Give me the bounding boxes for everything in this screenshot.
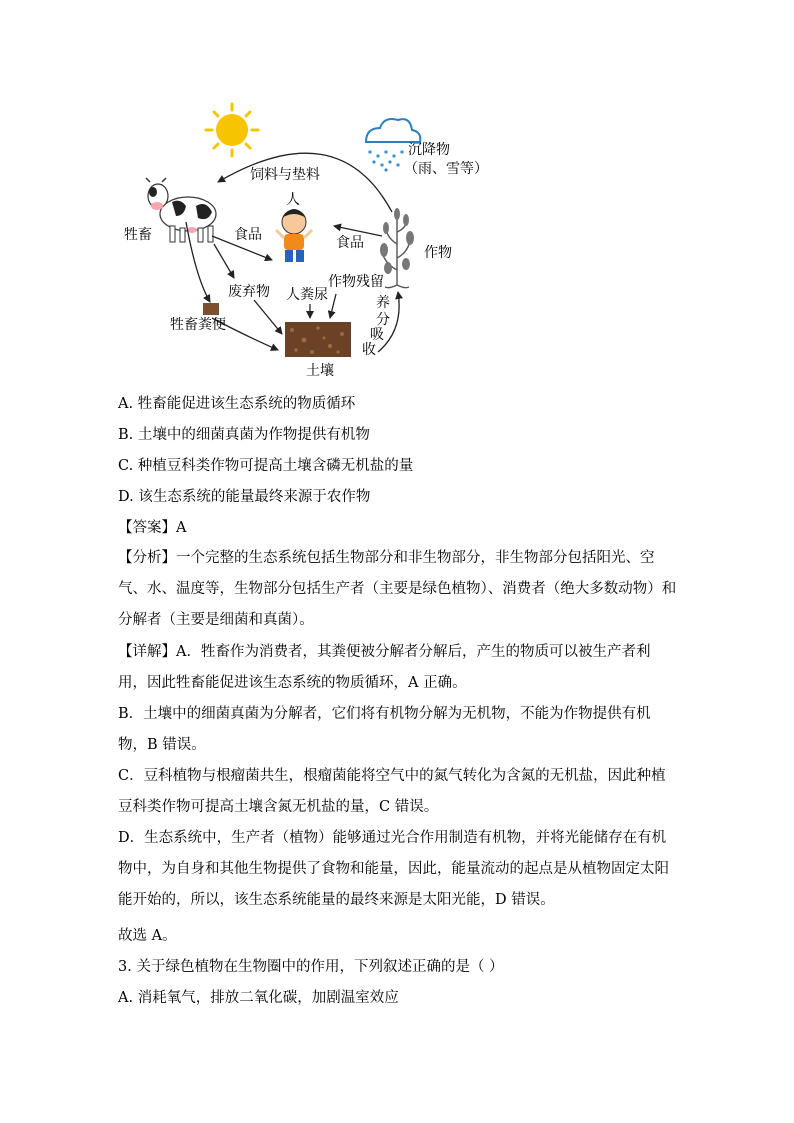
sun-icon (206, 104, 258, 156)
analysis: 【分析】一个完整的生态系统包括生物部分和非生物部分，非生物部分包括阳光、空气、水、温度等，生物部分包括生产者（主要是绿色植物）、消费者（绝大多数动物）和分解者（主要是细菌和真菌）。 (118, 550, 677, 628)
cow-icon (146, 178, 216, 242)
detail-d: D．生态系统中，生产者（植物）能够通过光合作用制造有机物，并将光能储存在有机物中，为自身和其他生物提供了食物和能量，因此，能量流动的起点是从植物固定太阳能开始的，所以，该生态系统能量的最终来源是太阳光能，D 错误。 (118, 830, 669, 908)
detail-b: B．土壤中的细菌真菌为分解者，它们将有机物分解为无机物，不能为作物提供有机物，B 错误。 (118, 706, 651, 753)
label-crop-residue: 作物残留 (328, 274, 384, 290)
label-human: 人 (286, 192, 300, 208)
label-food-right: 食品 (336, 235, 364, 251)
option-a: A. 牲畜能促进该生态系统的物质循环 (118, 396, 356, 412)
label-human-feces: 人粪尿 (286, 287, 328, 303)
label-soil: 土壤 (306, 363, 334, 379)
crop-plant-icon (380, 208, 414, 288)
ecosystem-diagram (0, 0, 794, 390)
label-crop: 作物 (424, 245, 452, 261)
detail-a: 【详解】A．牲畜作为消费者，其粪便被分解者分解后，产生的物质可以被生产者利用，因此牲畜能促进该生态系统的物质循环，A 正确。 (118, 644, 651, 691)
label-livestock: 牲畜 (124, 227, 152, 243)
label-waste: 废弃物 (228, 284, 270, 300)
diagram-graphics (0, 0, 794, 390)
label-precipitation: 沉降物 (408, 142, 450, 158)
label-absorb-2: 收 (362, 342, 376, 358)
question-3-stem: 3. 关于绿色植物在生物圈中的作用，下列叙述正确的是（ ） (118, 959, 504, 975)
label-feed: 饲料与垫料 (250, 167, 320, 183)
label-precipitation-note: （雨、雪等） (404, 161, 488, 177)
label-nutrient-1: 养 (376, 295, 390, 311)
person-icon (276, 209, 312, 262)
soil-image (285, 322, 351, 357)
option-d: D. 该生态系统的能量最终来源于农作物 (118, 489, 371, 505)
choose: 故选 A。 (118, 928, 177, 944)
label-manure: 牲畜粪便 (170, 317, 226, 333)
detail-c: C．豆科植物与根瘤菌共生，根瘤菌能将空气中的氮气转化为含氮的无机盐，因此种植豆科类作物可提高土壤含氮无机盐的量，C 错误。 (118, 768, 666, 815)
arrow-waste-soil (254, 300, 282, 334)
question-3-option-a: A. 消耗氧气，排放二氧化碳，加剧温室效应 (118, 990, 399, 1006)
label-absorb-1: 吸 (370, 327, 384, 343)
arrow-livestock-waste (214, 244, 234, 278)
arrow-residue-soil (330, 294, 336, 318)
option-b: B. 土壤中的细菌真菌为作物提供有机物 (118, 427, 370, 443)
option-c: C. 种植豆科类作物可提高土壤含磷无机盐的量 (118, 458, 414, 474)
manure-image (203, 303, 219, 315)
label-nutrient-2: 分 (376, 312, 390, 328)
answer: 【答案】A (118, 520, 187, 536)
label-food-left: 食品 (234, 227, 262, 243)
